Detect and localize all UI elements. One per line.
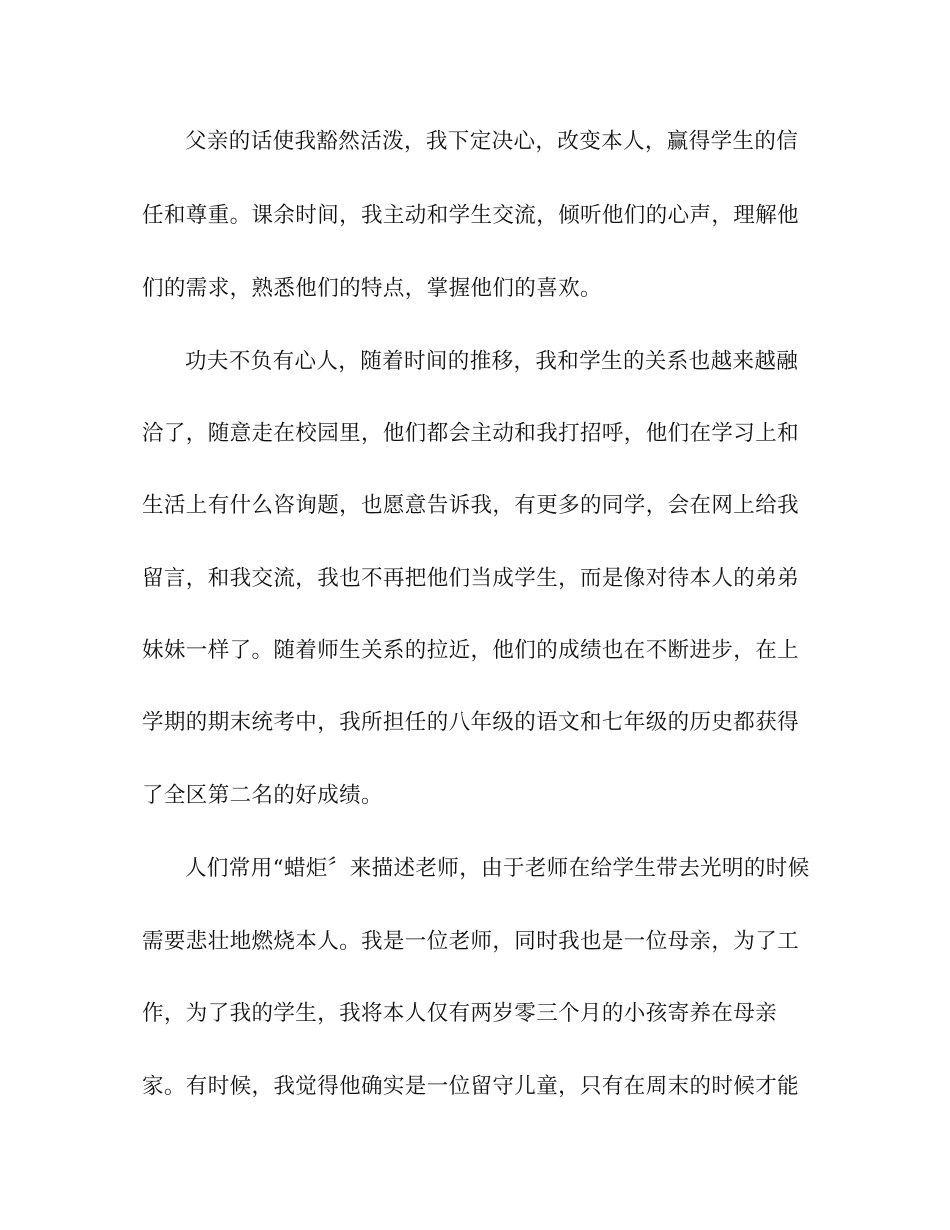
- paragraph-2-line-7: 了全区第二名的好成绩。: [142, 783, 383, 808]
- paragraph-2-line-4: 留言，和我交流，我也不再把他们当成学生，而是像对待本人的弟弟: [142, 566, 800, 591]
- paragraph-2-line-2: 洽了，随意走在校园里，他们都会主动和我打招呼，他们在学习上和: [142, 421, 800, 446]
- paragraph-2-line-5: 妹妹一样了。随着师生关系的拉近，他们的成绩也在不断进步，在上: [142, 638, 800, 663]
- paragraph-3-line-2: 需要悲壮地燃烧本人。我是一位老师，同时我也是一位母亲，为了工: [142, 929, 800, 954]
- paragraph-3-line-4: 家。有时候，我觉得他确实是一位留守儿童，只有在周末的时候才能: [142, 1074, 800, 1099]
- paragraph-1-line-1: 父亲的话使我豁然活泼，我下定决心，改变本人，赢得学生的信: [185, 129, 799, 154]
- paragraph-1-line-3: 们的需求，熟悉他们的特点，掌握他们的喜欢。: [142, 276, 602, 301]
- paragraph-1-line-2: 任和尊重。课余时间，我主动和学生交流，倾听他们的心声，理解他: [142, 203, 800, 228]
- paragraph-2-line-6: 学期的期末统考中，我所担任的八年级的语文和七年级的历史都获得: [142, 710, 800, 735]
- paragraph-2-line-3: 生活上有什么咨询题，也愿意告诉我，有更多的同学，会在网上给我: [142, 493, 800, 518]
- paragraph-2-line-1: 功夫不负有心人，随着时间的推移，我和学生的关系也越来越融: [185, 349, 799, 374]
- paragraph-3-line-3: 作，为了我的学生，我将本人仅有两岁零三个月的小孩寄养在母亲: [142, 1001, 778, 1026]
- paragraph-3-line-1: 人们常用“蜡炬〞来描述老师，由于老师在给学生带去光明的时候: [185, 856, 810, 881]
